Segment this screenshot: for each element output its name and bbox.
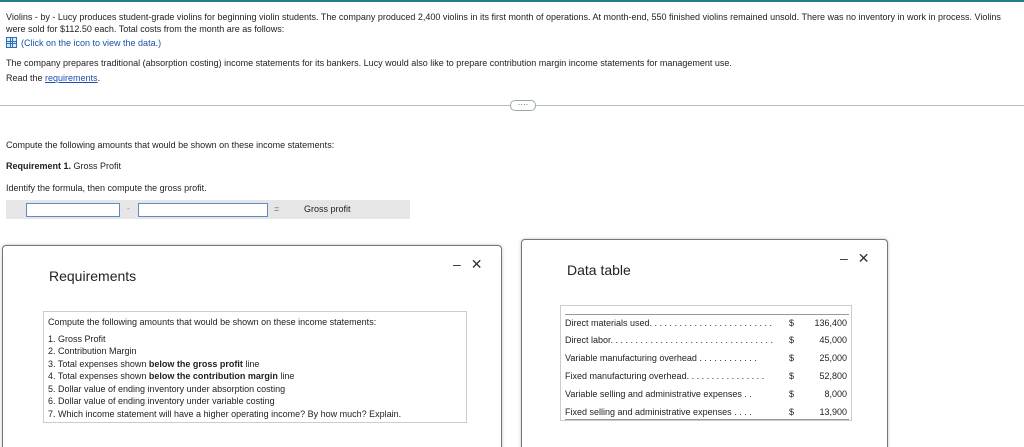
requirements-window-controls — [453, 256, 483, 273]
requirement-item: 5. Dollar value of ending inventory under absorption costing — [48, 383, 286, 394]
absorption-costing-paragraph: The company prepares traditional (absorption costing) income statements for its bankers. Lucy would also like to prepare contribution margin income statements for management use. — [6, 58, 732, 68]
cost-value: 136,400 — [814, 318, 847, 328]
formula-equals-sign: = — [274, 204, 280, 214]
cost-label: Variable selling and administrative expenses . . — [565, 389, 752, 399]
cost-data-table — [560, 305, 852, 421]
close-icon[interactable]: ✕ — [470, 256, 483, 272]
formula-input-second[interactable] — [138, 203, 268, 217]
table-row — [565, 332, 849, 348]
cost-label: Variable manufacturing overhead . . . . . . . . . . . . — [565, 353, 757, 363]
requirement-item: 6. Dollar value of ending inventory under variable costing — [48, 396, 275, 406]
read-prefix: Read the — [6, 73, 46, 83]
table-row — [565, 314, 849, 330]
minimize-icon[interactable]: – — [453, 256, 461, 272]
cost-value: 52,800 — [819, 371, 847, 381]
cost-value: 13,900 — [819, 407, 847, 417]
dollar-sign: $ — [789, 335, 795, 345]
dollar-sign: $ — [789, 389, 795, 399]
requirement-item: 7. Which income statement will have a higher operating income? By how much? Explain. — [48, 408, 402, 419]
dollar-sign: $ — [789, 371, 795, 381]
requirement-item: 4. Total expenses shown below the contribution margin line — [48, 371, 295, 381]
requirement-1-label: Requirement 1. — [6, 161, 72, 171]
cost-value: 25,000 — [819, 353, 847, 363]
requirement-1-heading — [6, 161, 121, 171]
requirement-item: 2. Contribution Margin — [48, 346, 137, 356]
data-table-window-controls — [840, 250, 870, 267]
dollar-sign: $ — [789, 353, 795, 363]
cost-label: Fixed selling and administrative expenses . . . . — [565, 407, 752, 417]
requirement-item: 1. Gross Profit — [48, 333, 106, 344]
cost-label: Fixed manufacturing overhead. . . . . . . . . . . . . . . . — [565, 371, 765, 381]
minimize-icon[interactable]: – — [840, 250, 848, 266]
data-table-title: Data table — [567, 262, 631, 278]
expand-ellipsis-button[interactable]: ···· — [510, 100, 536, 111]
gross-profit-formula-row — [6, 200, 410, 219]
cost-value: 8,000 — [824, 389, 847, 399]
data-table-icon[interactable] — [6, 37, 17, 48]
table-row — [565, 368, 849, 384]
requirements-window — [2, 245, 502, 447]
close-icon[interactable]: ✕ — [857, 250, 870, 266]
view-data-link[interactable] — [6, 37, 161, 48]
formula-minus-sign: - — [127, 204, 130, 213]
requirements-link[interactable]: requirements — [45, 73, 98, 83]
requirements-lead: Compute the following amounts that would be shown on these income statements: — [48, 317, 377, 327]
cost-label: Direct materials used. . . . . . . . . . . . . . . . . . . . . . . . . — [565, 318, 773, 328]
cost-label: Direct labor. . . . . . . . . . . . . . . . . . . . . . . . . . . . . . . . . — [565, 335, 774, 345]
compute-instruction: Compute the following amounts that would be shown on these income statements: — [6, 140, 335, 150]
dollar-sign: $ — [789, 407, 795, 417]
cost-value: 45,000 — [819, 335, 847, 345]
table-row — [565, 386, 849, 402]
table-row — [565, 350, 849, 366]
read-suffix: . — [97, 73, 101, 83]
view-data-label[interactable]: (Click on the icon to view the data.) — [21, 37, 162, 48]
table-row — [565, 404, 849, 420]
identify-formula-instruction: Identify the formula, then compute the gross profit. — [6, 183, 207, 193]
read-requirements-line — [6, 73, 100, 83]
data-table-window — [521, 239, 888, 447]
formula-input-first[interactable] — [26, 203, 120, 217]
requirements-list-box — [43, 311, 467, 423]
top-accent-line — [0, 0, 1024, 2]
formula-result-label: Gross profit — [304, 204, 351, 214]
requirements-title: Requirements — [49, 268, 137, 284]
problem-intro-text: Violins - by - Lucy produces student-grade violins for beginning violin students. The company produced 2,400 violins in its first month of operations. At month-end, 550 finished violins remained unsold. There was no inventory in work in process. Violins were sold for $112.50 each. Total costs from the month are as follows: — [6, 12, 1001, 34]
requirement-item: 3. Total expenses shown below the gross profit line — [48, 358, 260, 369]
dollar-sign: $ — [789, 318, 795, 328]
requirement-1-title: Gross Profit — [71, 161, 122, 171]
